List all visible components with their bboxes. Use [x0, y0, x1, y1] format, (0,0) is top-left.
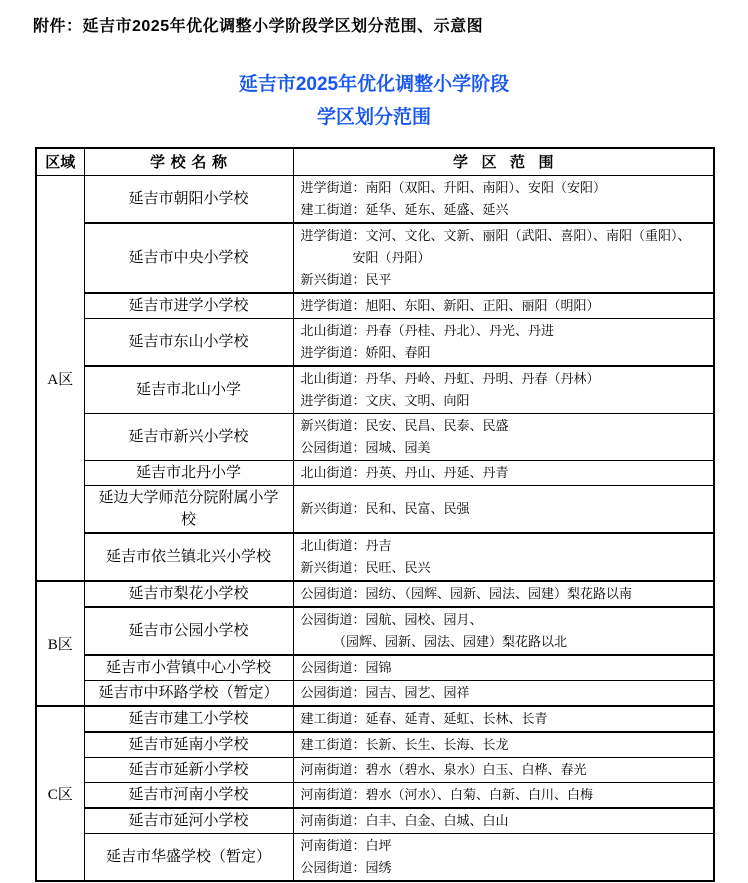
district-range-cell	[293, 732, 714, 758]
district-range-line: 北山街道：丹英、丹山、丹延、丹青	[300, 465, 509, 480]
district-range-line: 河南街道：碧水（河水）、白菊、白新、白川、白梅	[300, 787, 594, 802]
district-range-line: 北山街道：丹春（丹桂、丹北）、丹光、丹进	[300, 323, 555, 338]
district-range-cell	[293, 223, 714, 293]
school-name-cell: 延吉市小营镇中心小学校	[84, 655, 293, 681]
table-row	[36, 808, 714, 834]
table-row	[36, 414, 714, 461]
district-range-line: 公园街道：园航、园校、园月、	[300, 612, 483, 627]
table-row	[36, 533, 714, 581]
table-row	[36, 706, 714, 732]
school-name-cell: 延吉市公园小学校	[84, 607, 293, 655]
district-range-line: 建工街道：延春、延青、延虹、长林、长青	[300, 711, 548, 726]
school-name-cell: 延吉市新兴小学校	[84, 414, 293, 461]
school-name-cell: 延吉市华盛学校（暂定）	[84, 834, 293, 882]
school-name-cell: 延吉市东山小学校	[84, 319, 293, 367]
district-range-line: 进学街道：文河、文化、文新、丽阳（武阳、喜阳）、南阳（重阳）、	[300, 228, 691, 243]
district-range-cell	[293, 681, 714, 707]
district-range-cell	[293, 808, 714, 834]
district-range-line: 新兴街道：民安、民昌、民泰、民盛	[300, 418, 509, 433]
district-table	[35, 147, 715, 882]
zone-label: A区	[36, 176, 84, 582]
district-range-cell	[293, 176, 714, 224]
district-range-cell	[293, 461, 714, 486]
school-name-cell: 延吉市延河小学校	[84, 808, 293, 834]
district-range-line: 进学街道：南阳（双阳、升阳、南阳）、安阳（安阳）	[300, 180, 607, 195]
zone-label: C区	[36, 706, 84, 881]
district-range-line: 公园街道：园吉、园艺、园祥	[300, 685, 470, 700]
district-range-line: 公园街道：园城、园美	[300, 440, 431, 455]
district-range-cell	[293, 783, 714, 809]
district-range-line: 进学街道：旭阳、东阳、新阳、正阳、丽阳（明阳）	[300, 298, 600, 313]
school-name-cell: 延吉市朝阳小学校	[84, 176, 293, 224]
document-title-line1: 延吉市2025年优化调整小学阶段	[238, 74, 510, 95]
school-name-cell: 延吉市依兰镇北兴小学校	[84, 533, 293, 581]
district-range-line: 进学街道：文庆、文明、向阳	[300, 393, 470, 408]
district-range-line: 新兴街道：民平	[300, 272, 392, 287]
table-row	[36, 655, 714, 681]
school-name-cell: 延吉市北丹小学	[84, 461, 293, 486]
column-header-range: 学区范围	[293, 148, 714, 176]
district-range-line: 公园街道：园纺、（园辉、园新、园法、园建）梨花路以南	[300, 586, 633, 601]
district-range-cell	[293, 533, 714, 581]
district-range-line: 建工街道：长新、长生、长海、长龙	[300, 737, 509, 752]
district-range-line: 河南街道：白丰、白金、白城、白山	[300, 813, 509, 828]
district-range-line: 公园街道：园绣	[300, 860, 392, 875]
table-header	[36, 148, 714, 176]
table-row	[36, 486, 714, 534]
zone-label: B区	[36, 581, 84, 706]
school-name-cell: 延吉市建工小学校	[84, 706, 293, 732]
district-range-line: 河南街道：白坪	[300, 838, 392, 853]
district-range-line: 建工街道：延华、延东、延盛、延兴	[300, 202, 509, 217]
district-range-cell	[293, 486, 714, 534]
table-row	[36, 834, 714, 882]
school-name-cell: 延吉市延南小学校	[84, 732, 293, 758]
table-row	[36, 319, 714, 367]
table-row	[36, 783, 714, 809]
district-range-cell	[293, 655, 714, 681]
school-name-cell: 延吉市河南小学校	[84, 783, 293, 809]
district-range-cell	[293, 758, 714, 783]
school-name-cell: 延吉市延新小学校	[84, 758, 293, 783]
document-title-line2: 学区划分范围	[316, 107, 431, 128]
table-row	[36, 681, 714, 707]
district-range-line: 北山街道：丹吉	[300, 538, 392, 553]
column-header-school: 学校名称	[84, 148, 293, 176]
district-range-line: 河南街道：碧水（碧水、泉水）白玉、白桦、春光	[300, 762, 587, 777]
document-title	[0, 68, 748, 134]
school-name-cell: 延吉市梨花小学校	[84, 581, 293, 607]
district-range-line: 新兴街道：民旺、民兴	[300, 560, 431, 575]
district-range-line: 北山街道：丹华、丹岭、丹虹、丹明、丹春（丹林）	[300, 371, 600, 386]
school-name-cell: 延吉市北山小学	[84, 366, 293, 414]
district-range-cell	[293, 414, 714, 461]
district-range-cell	[293, 607, 714, 655]
table-header-row	[36, 148, 714, 176]
district-range-line: 公园街道：园锦	[300, 660, 392, 675]
district-range-cell	[293, 706, 714, 732]
table-row	[36, 607, 714, 655]
table-row	[36, 732, 714, 758]
district-table-body	[36, 176, 714, 882]
district-range-cell	[293, 293, 714, 319]
district-range-line: 安阳（丹阳）	[300, 250, 431, 265]
table-row	[36, 366, 714, 414]
table-row	[36, 461, 714, 486]
district-range-cell	[293, 366, 714, 414]
school-name-cell: 延吉市进学小学校	[84, 293, 293, 319]
column-header-zone: 区域	[36, 148, 84, 176]
district-range-line: （园辉、园新、园法、园建）梨花路以北	[300, 634, 568, 649]
district-range-line: 进学街道：娇阳、春阳	[300, 345, 431, 360]
table-row	[36, 223, 714, 293]
attachment-heading: 附件：延吉市2025年优化调整小学阶段学区划分范围、示意图	[33, 18, 484, 35]
table-row	[36, 176, 714, 224]
district-range-line: 新兴街道：民和、民富、民强	[300, 501, 470, 516]
table-row	[36, 581, 714, 607]
school-name-cell: 延边大学师范分院附属小学校	[84, 486, 293, 534]
school-name-cell: 延吉市中环路学校（暂定）	[84, 681, 293, 707]
table-row	[36, 293, 714, 319]
district-range-cell	[293, 319, 714, 367]
district-range-cell	[293, 834, 714, 882]
school-name-cell: 延吉市中央小学校	[84, 223, 293, 293]
table-row	[36, 758, 714, 783]
district-range-cell	[293, 581, 714, 607]
